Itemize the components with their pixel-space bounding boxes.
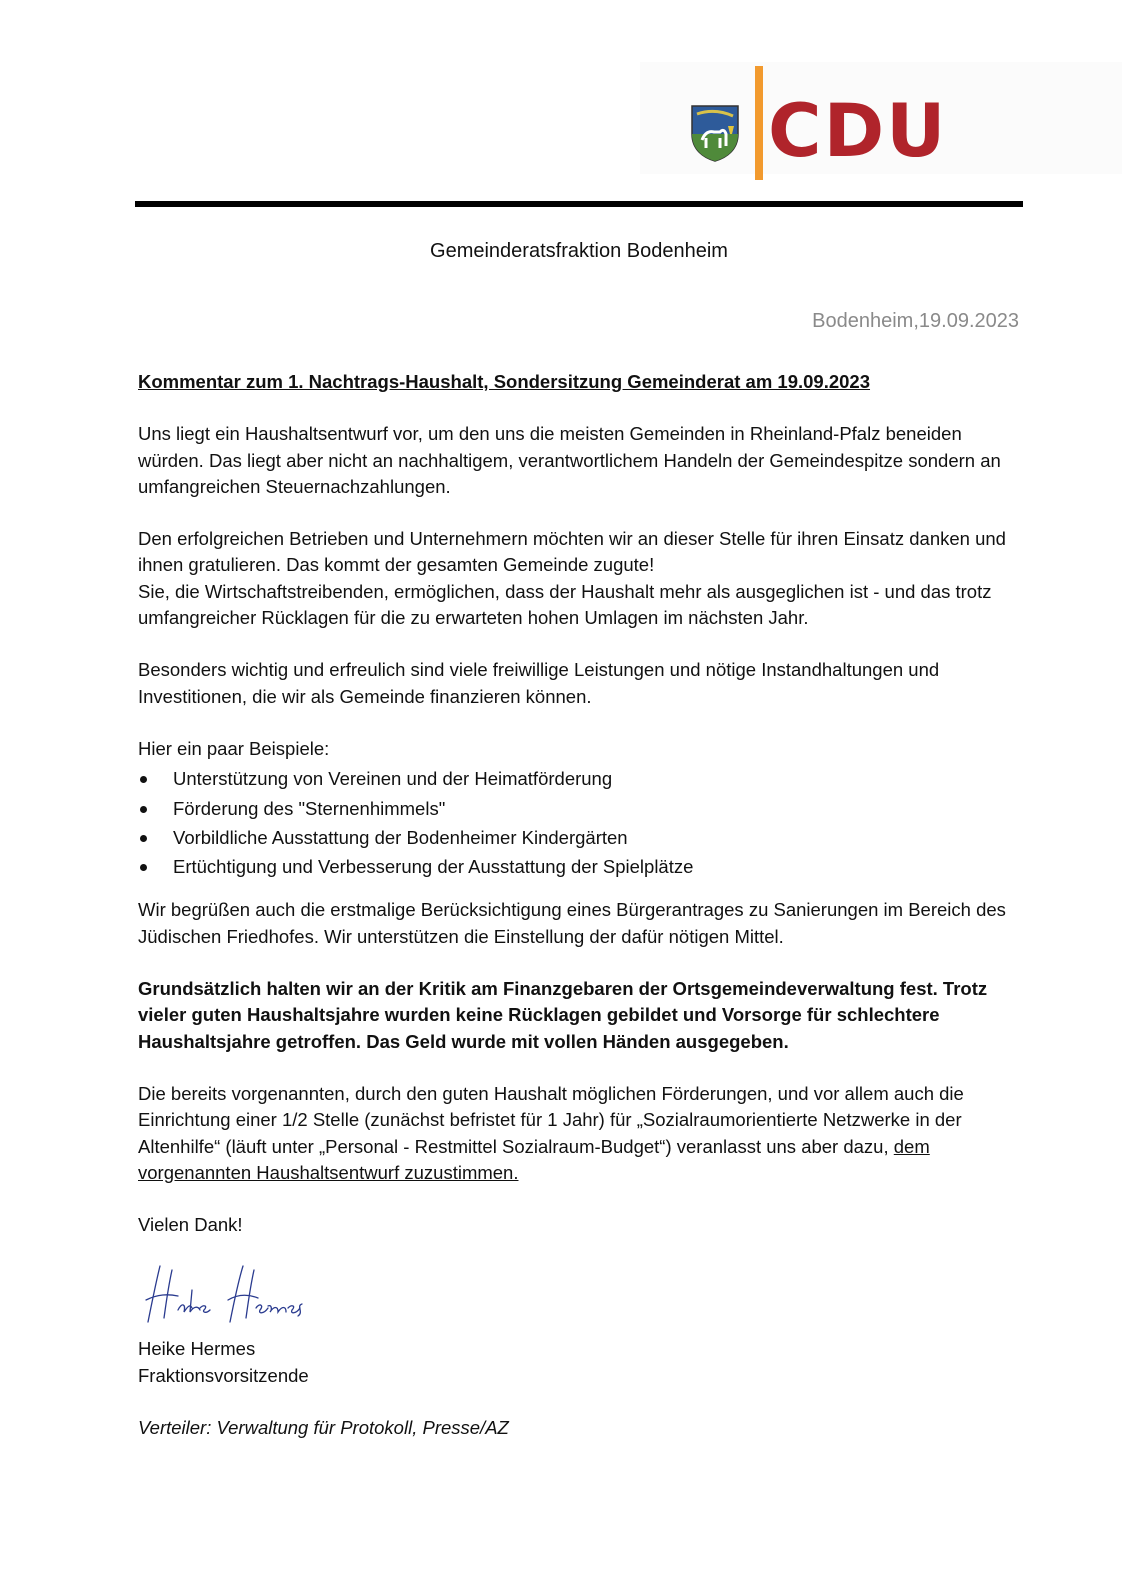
header-rule [135,201,1023,207]
letter-body [138,369,1028,1441]
logo-divider-bar [755,66,763,180]
paragraph-thanks: Den erfolgreichen Betrieben und Unternehmern möchten wir an dieser Stelle für ihren Einsatz danken und ihnen gratulieren. Das kommt der gesamten Gemeinde zugute! [138,528,1006,576]
signer-name: Heike Hermes [138,1338,256,1360]
examples-list [138,764,1028,881]
handwritten-signature [138,1260,313,1330]
paragraph-cemetery: Wir begrüßen auch die erstmalige Berücksichtigung eines Bürgerantrages zu Sanierungen im Bereich des Jüdischen Friedhofes. Wir unterstützen die Einstellung der dafür nötigen Mittel. [138,899,1006,947]
paragraph-economy: Sie, die Wirtschaftstreibenden, ermöglichen, dass der Haushalt mehr als ausgeglichen ist - und das trotz umfangreicher Rücklagen für die zu erwarteten hohen Umlagen im nächsten Jahr. [138,580,992,629]
paragraph-approval [138,1081,1028,1186]
organization-name: Gemeinderatsfraktion Bodenheim [430,240,728,262]
paragraph-criticism: Grundsätzlich halten wir an der Kritik am Finanzgebaren der Ortsgemeindeverwaltung fest. Trotz vieler guten Haushaltsjahre wurden keine Rücklagen gebildet und Vorsorge für schlechtere Haushaltsjahre getroffen. Das Geld wurde mit vollen Händen ausgegeben. [138,978,988,1052]
closing-thanks: Vielen Dank! [138,1214,243,1236]
letter-subject: Kommentar zum 1. Nachtrags-Haushalt, Sondersitzung Gemeinderat am 19.09.2023 [138,371,871,392]
approval-conclusion: dem vorgenannten Haushaltsentwurf zuzustimmen. [138,1135,930,1183]
paragraph-services: Besonders wichtig und erfreulich sind viele freiwillige Leistungen und nötige Instandhaltungen und Investitionen, die wir als Gemeinde finanzieren können. [138,659,940,707]
party-logo-text: CDU [768,89,948,174]
list-item: Vorbildliche Ausstattung der Bodenheimer Kindergärten [138,823,1028,852]
approval-text: Die bereits vorgenannten, durch den guten Haushalt möglichen Förderungen, und vor allem auch die Einrichtung einer 1/2 Stelle (zunächst befristet für 1 Jahr) für „Sozialraumorientierte Netzwerke in der Altenhilfe“ (läuft unter „Personal - Restmittel Sozialraum-Budget“) veranlasst uns aber dazu, [138,1082,964,1157]
distribution-list: Verteiler: Verwaltung für Protokoll, Presse/AZ [138,1417,509,1439]
coat-of-arms-icon [690,104,740,162]
examples-intro: Hier ein paar Beispiele: [138,737,330,759]
list-item: Unterstützung von Vereinen und der Heimatförderung [138,764,1028,793]
list-item: Ertüchtigung und Verbesserung der Ausstattung der Spielplätze [138,852,1028,881]
paragraph-intro: Uns liegt ein Haushaltsentwurf vor, um den uns die meisten Gemeinden in Rheinland-Pfalz beneiden würden. Das liegt aber nicht an nachhaltigem, verantwortlichem Handeln der Gemeindespitze sondern an umfangreichen Steuernachzahlungen. [138,423,1001,497]
letter-date: Bodenheim,19.09.2023 [812,310,1019,332]
list-item: Förderung des "Sternenhimmels" [138,794,1028,823]
signer-role: Fraktionsvorsitzende [138,1364,309,1386]
